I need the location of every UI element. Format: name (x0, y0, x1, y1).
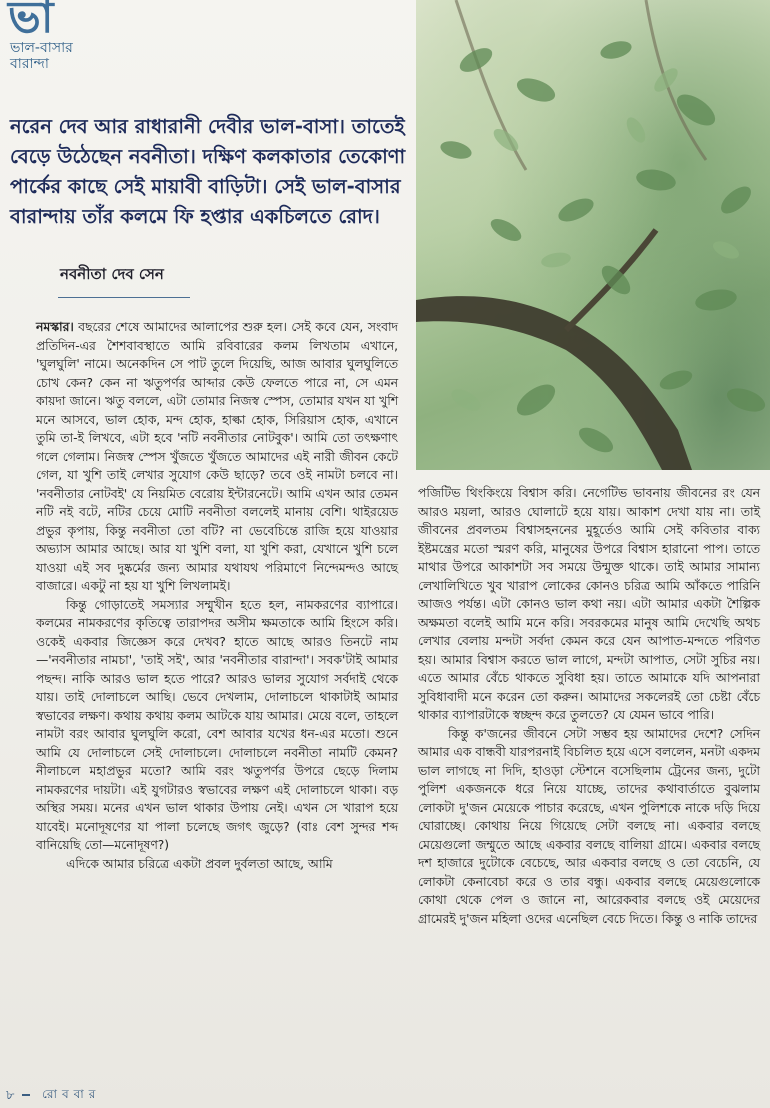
column1-paragraph-2: কিন্তু গোড়াতেই সমস্যার সম্মুখীন হতে হল, নামকরণের ব্যাপারে। কলমের নামকরণের কৃতিত্বে তারাপদর অসীম ক্ষমতাকে আমি হিংসে করি। ওকেই একবার জিজ্ঞেস করে দেখব? হাতে আছে আরও তিনটে নাম—'নবনীতার নামচা', 'তাই সই', আর 'নবনীতার বারান্দা'। সবক'টাই আমার পছন্দ। নাকি আরও ভাল হতে পারে? আরও ভালর সুযোগ সর্বদাই থেকে যায়। তাই দোলাচলে আছি। ভেবে দেখলাম, দোলাচলে থাকাটাই আমার স্বভাবের লক্ষণ। কথায় কথায় কলম আটকে যায় আমার। মেয়ে বলে, তাহলে নামটা বরং আবার ঘুলঘুলি করো, বেশ আবার যখের ধন-এর মতো। শুনে আমি যে দোলাচলে সেই দোলাচলে। দোলাচলে নবনীতা নামটি কেমন? নীলাচলে মহাপ্রভুর মতো? আমি বরং ঋতুপর্ণর উপরে ছেড়ে দিলাম নামকরণের দায়টা। এই যুগটারও স্বভাবের লক্ষণ এই দোলাচলে থাকা। বড় অস্থির সময়। মনের এখন ভাল থাকার উপায় নেই। এখন সে খারাপ হয়ে যাবেই। মনোদূষণের যা পালা চলেছে জগৎ জুড়ে? (বাঃ বেশ সুন্দর শব্দ বানিয়েছি তো—মনোদূষণ?) (36, 597, 398, 852)
column2-paragraph-1: পজিটিভ থিংকিংয়ে বিশ্বাস করি। নেগেটিভ ভাবনায় জীবনের রং যেন আরও ময়লা, আরও ঘোলাটে হয়ে যায়। আকাশ দেখা যায় না। তাই জীবনের প্রবলতম বিশ্বাসহননের মুহূর্তেও আমি সেই কবিতার বাক্য ইষ্টমন্ত্রের মতো স্মরণ করি, মানুষের উপরে বিশ্বাস হারানো পাপ। তাতে মাথার উপরে আকাশটা সব সময়ে উন্মুক্ত থাকে। তাই আমার সামান্য লেখালিখিতে খুব খারাপ লোকের কোনও চরিত্র আমি আঁকতে পারিনি আজও পর্যন্ত। এটা কোনও ভাল কথা নয়। এটা আমার একটা শৈল্পিক অক্ষমতা বলেই আমি মনে করি। সবরকমের মানুষ আমি দেখেছি অথচ লেখার বেলায় মন্দটা সর্বদা কেমন করে যেন আপাত-মন্দতে পরিণত হয়। আমার বিশ্বাস করতে ভাল লাগে, মন্দটা আপাত, সেটা সুচির নয়। এতে আমার বেঁচে থাকতে সুবিধা হয়। তাতে আমাকে যদি আপনারা সুবিধাবাদী মনে করেন তো করুন। আমাদের সকলেরই তো চেষ্টা বেঁচে থাকার ব্যাপারটাকে স্বচ্ছন্দ করে তুলতে? যে যেমন ভাবে পারি। (418, 486, 760, 722)
column2-paragraph-2: কিন্তু ক'জনের জীবনে সেটা সম্ভব হয় আমাদের দেশে? সেদিন আমার এক বান্ধবী যারপরনাই বিচলিত হয়ে এসে বললেন, মনটা একদম ভাল লাগছে না দিদি, হাওড়া স্টেশনে বসেছিলাম ট্রেনের জন্য, দুটো পুলিশ একজনকে ধরে নিয়ে যাচ্ছে, তাদের কথাবার্তাতে বুঝলাম লোকটা দু'জন মেয়েকে পাচার করেছে, এখন পুলিশকে নাকে দড়ি দিয়ে ঘোরাচ্ছে। কোথায় নিয়ে গিয়েছে সেটা বলছে না। একবার বলছে মেয়েগুলো জম্মুতে আছে একবার বলছে বালিয়া গ্রামে। একবার বলছে দশ হাজারে দুটোকে বেচেছে, আর একবার বলছে ও তো বেচেনি, যে লোকটা কেনাবেচা করে ও তার বন্ধু। একবার বলছে মেয়েগুলোকে কোথা থেকে পেল ও জানে না, আরেকবার বলছে ওই মেয়েদের গ্রামেরই দু'জন মহিলা ওদের এনেছিল বেচে দিতে। কিন্তু ও নাকি তাদের (418, 726, 760, 926)
article-column-2 (418, 484, 760, 928)
column1-paragraph-1 (36, 318, 398, 596)
logo-glyph: ভা (8, 0, 54, 43)
lead-word: নমস্কার। (36, 320, 74, 334)
tree-branch-photo (416, 0, 770, 470)
photo-illustration (416, 0, 770, 470)
intro-paragraph: নরেন দেব আর রাধারানী দেবীর ভাল-বাসা। তাতেই বেড়ে উঠেছেন নবনীতা। দক্ষিণ কলকাতার তেকোণা পার্কের কাছে সেই মায়াবী বাড়িটা। সেই ভাল-বাসার বারান্দায় তাঁর কলমে ফি হপ্তার একচিলতে রোদ। (10, 115, 406, 228)
column-logo (6, 0, 136, 80)
author-byline: নবনীতা দেব সেন (60, 265, 164, 283)
column1-p1-text: বছরের শেষে আমাদের আলাপের শুরু হল। সেই কবে যেন, সংবাদ প্রতিদিন-এর শৈশবাবস্থাতে আমি রবিবারের কলম লিখতাম এখানে, 'ঘুলঘুলি' নামে। অনেকদিন সে পাট তুলে দিয়েছি, আজ আবার ঘুলঘুলিতে চোখ কেন? কেন না ঋতুপর্ণর আব্দার কেউ ফেলতে পারে না, সে এমন কায়দা জানে। ঋতু বললে, এটা তোমার নিজস্ব স্পেস, তোমার যখন যা খুশি মনে আসবে, ভাল হোক, মন্দ হোক, হাল্কা হোক, সিরিয়াস হোক, এখানে তুমি তা-ই লিখবে, এটা হবে 'নটি নবনীতার নোটবুক'। আমি তো তৎক্ষণাৎ গলে গেলাম। নিজস্ব স্পেস খুঁজতে খুঁজতে আমাদের এই নারী জীবন কেটে গেল, যা খুশি তাই লেখার সুযোগ কেউ ছাড়ে? তবে ওই নামটা চলবে না। 'নবনীতার নোটবই' যে নিয়মিত বেরোয় ইন্টারনেটে। আমি এখন আর তেমন নটি নই বটে, নটির চেয়ে মোটি নবনীতা বললেই মানায় বেশি। থাইরয়েড প্রভুর কৃপায়, কিন্তু নবনীতা তো বটি? না ভেবেচিন্তে রাজি হয়ে যাওয়ার অভ্যাস আমার আছে। আর যা খুশি বলা, যা খুশি করা, যেখানে খুশি চলে যাওয়া এই সব দুষ্কর্মের জন্য আমার যথাযথ পরিমাণে নিন্দেমন্দও আছে বাজারে। একটু না হয় যা খুশি লিখলামই। (36, 320, 398, 593)
article-column-1 (36, 318, 398, 873)
byline-divider (58, 297, 190, 298)
page-number: ৮ (6, 1088, 15, 1103)
column-title-line1: ভাল-বাসার (10, 40, 73, 56)
column-title (10, 40, 130, 72)
column1-paragraph-3: এদিকে আমার চরিত্রে একটা প্রবল দুর্বলতা আছে, আমি (66, 856, 333, 871)
footer-dash (22, 1094, 30, 1096)
page-footer (0, 1082, 770, 1108)
magazine-brand: রোববার (42, 1087, 101, 1101)
column-title-line2: বারান্দা (10, 56, 49, 72)
